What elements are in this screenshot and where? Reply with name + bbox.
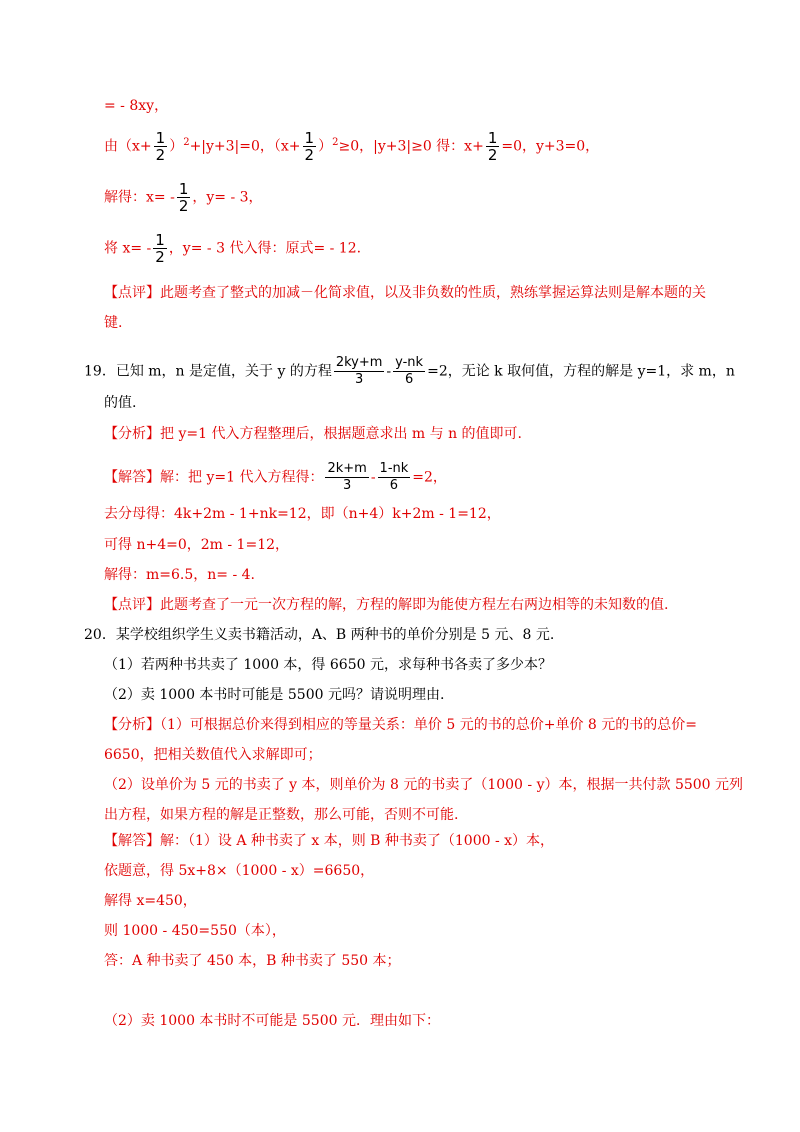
text: ，y= - 3 代入得：原式= - 12. (168, 240, 362, 257)
denominator: 6 (389, 478, 399, 493)
text: ≥0，|y+3|≥0 得：x+ (338, 138, 484, 155)
step-line: 解得 x=450， (104, 893, 197, 909)
answer-20: 【解答】解：（1）设 A 种书卖了 x 本，则 B 种书卖了（1000 - x）本， (104, 833, 555, 849)
analysis-20: 【分析】（1）可根据总价来得到相应的等量关系：单价 5 元的书的总价+单价 8 元的书的总价= (104, 717, 697, 733)
text: 【解答】解：把 y=1 代入方程得： (104, 469, 324, 486)
numerator: y-nk (395, 355, 424, 370)
numerator: 2ky+m (335, 355, 383, 370)
numerator: 1 (155, 129, 166, 147)
denominator: 2 (155, 146, 166, 164)
denominator: 6 (404, 372, 414, 387)
denominator: 2 (304, 146, 315, 164)
analysis-20-part2: （2）设单价为 5 元的书卖了 y 本，则单价为 8 元的书卖了（1000 - y）本，根据一共付款 5500 元列 (104, 777, 744, 793)
exponent: 2 (332, 136, 339, 148)
question-19 (84, 355, 735, 388)
answer-20-part2: （2）卖 1000 本书时不可能是 5500 元．理由如下： (104, 1013, 440, 1029)
text: 将 x= - (104, 240, 152, 257)
numerator: 1 (304, 129, 315, 147)
fraction (325, 461, 368, 494)
step-line: 则 1000 - 450=550（本）， (104, 923, 286, 939)
step-line: 答：A 种书卖了 450 本，B 种书卖了 550 本； (104, 953, 401, 969)
fraction (486, 130, 500, 163)
fraction (177, 181, 191, 214)
text: +|y+3|=0，（x+ (189, 138, 301, 155)
fraction (153, 232, 167, 265)
comment-19: 【点评】此题考查了一元一次方程的解，方程的解即为能使方程左右两边相等的未知数的值. (104, 597, 669, 613)
numerator: 1-nk (379, 461, 409, 476)
text: ） (318, 138, 333, 155)
analysis-19: 【分析】把 y=1 代入方程整理后，根据题意求出 m 与 n 的值即可. (104, 426, 522, 442)
question-20-part2: （2）卖 1000 本书时可能是 5500 元吗？请说明理由. (104, 687, 445, 703)
denominator: 3 (354, 372, 364, 387)
fraction (303, 130, 317, 163)
numerator: 1 (487, 129, 498, 147)
minus-sign: - (386, 363, 392, 380)
fraction (393, 355, 425, 388)
text: =2， (412, 469, 447, 486)
analysis-20-part2-cont: 出方程，如果方程的解是正整数，那么可能，否则不可能. (104, 807, 459, 823)
text: 19．已知 m，n 是定值，关于 y 的方程 (84, 363, 332, 380)
minus-sign: - (370, 469, 376, 486)
denominator: 2 (178, 197, 189, 215)
analysis-20-cont: 6650，把相关数值代入求解即可； (104, 747, 322, 763)
comment-line-cont: 键. (104, 315, 123, 331)
text: 解得：x= - (104, 189, 175, 206)
denominator: 2 (155, 248, 165, 266)
question-20-part1: （1）若两种书共卖了 1000 本，得 6650 元，求每种书各卖了多少本？ (104, 657, 552, 673)
fraction (154, 130, 168, 163)
condition-line (104, 130, 599, 163)
solve-line (104, 181, 263, 214)
numerator: 1 (178, 180, 189, 198)
step-line: 依题意，得 5x+8×（1000 - x）=6650， (104, 863, 375, 879)
substitute-line (104, 232, 361, 265)
exponent: 2 (183, 136, 190, 148)
answer-19 (104, 461, 447, 494)
step-line: 可得 n+4=0，2m - 1=12， (104, 537, 290, 553)
text: ） (169, 138, 184, 155)
question-20: 20．某学校组织学生义卖书籍活动，A、B 两种书的单价分别是 5 元、8 元. (84, 627, 555, 643)
fraction (378, 461, 411, 494)
text: =0，y+3=0， (501, 138, 600, 155)
question-19-cont: 的值. (104, 395, 137, 411)
denominator: 2 (487, 146, 498, 164)
denominator: 3 (342, 478, 352, 493)
step-line: 解得：m=6.5，n= - 4. (104, 567, 256, 583)
comment-line: 【点评】此题考查了整式的加减－化简求值，以及非负数的性质，熟练掌握运算法则是解本题的关 (104, 285, 706, 301)
step-line: 去分母得：4k+2m - 1+nk=12，即（n+4）k+2m - 1=12， (104, 506, 501, 522)
fraction (334, 355, 385, 388)
text: ，y= - 3， (192, 189, 263, 206)
text: =2，无论 k 取何值，方程的解是 y=1，求 m，n (427, 363, 735, 380)
numerator: 1 (155, 231, 165, 249)
numerator: 2k+m (327, 461, 367, 476)
result-line: = - 8xy， (104, 98, 169, 114)
text: 由（x+ (104, 138, 152, 155)
